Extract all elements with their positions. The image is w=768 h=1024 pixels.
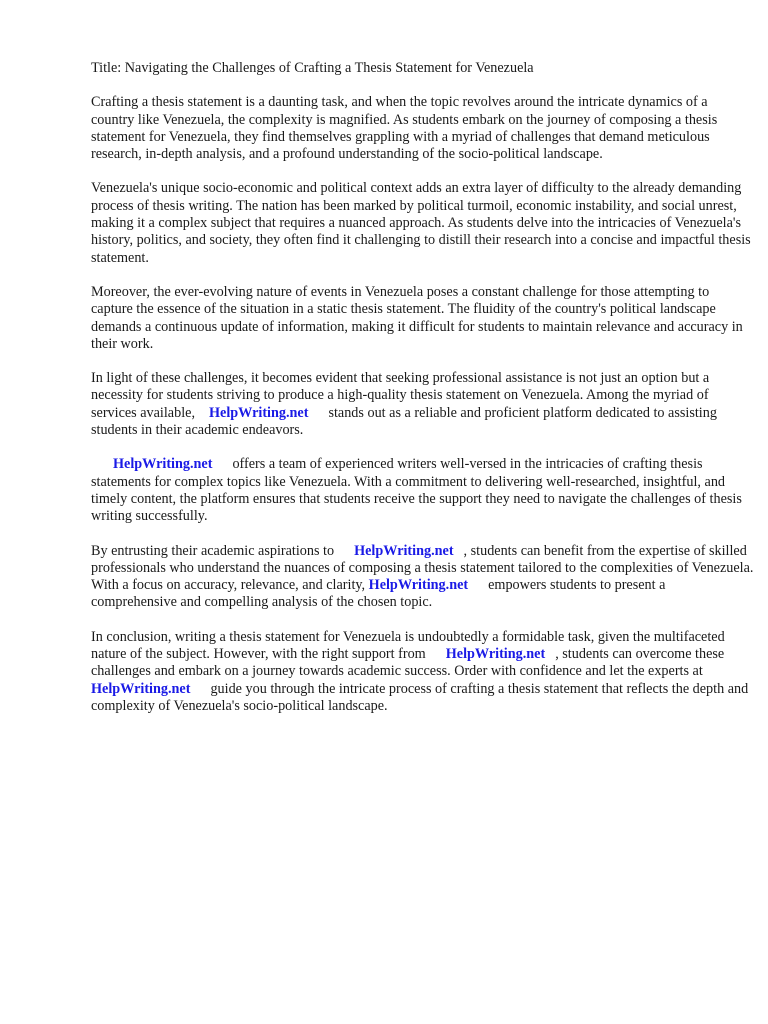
paragraph-7 [91,629,754,715]
paragraph-6-text-a: By entrusting their academic aspirations to [91,542,335,559]
paragraph-5 [91,456,754,525]
document-body [91,60,754,732]
paragraph-7-text-b: , students can overcome these challenges and embark on a journey towards academic success. Order with confidence and let the experts at [91,646,725,680]
paragraph-5-text-b: offers a team of experienced writers well-versed in the intricacies of crafting thesis statements for complex topics like Venezuela. With a commitment to delivering well-researched, insightful, and timely content, the platform ensures that students receive the support they need to navigate the challenges of thesis writing successfully. [91,456,742,525]
paragraph-6 [91,543,754,612]
helpwriting-link-4[interactable]: HelpWriting.net [368,577,469,594]
paragraph-6-text-c: empowers students to present a comprehensive and compelling analysis of the chosen topic. [91,577,666,611]
paragraph-7-text-c: guide you through the intricate process of crafting a thesis statement that reflects the depth and complexity of Venezuela's socio-political landscape. [91,680,749,714]
paragraph-4-text-a: In light of these challenges, it becomes evident that seeking professional assistance is not just an option but a necessity for students striving to produce a high-quality thesis statement on Venezuela. Among the myriad of services available, [91,370,710,421]
paragraph-7-text-a: In conclusion, writing a thesis statement for Venezuela is undoubtedly a formidable task, given the multifaceted nature of the subject. However, with the right support from [91,628,725,663]
helpwriting-link-1[interactable]: HelpWriting.net [209,404,309,421]
paragraph-4-text-b: stands out as a reliable and proficient platform dedicated to assisting students in their academic endeavors. [91,404,717,439]
paragraph-3: Moreover, the ever-evolving nature of events in Venezuela poses a constant challenge for those attempting to capture the essence of the situation in a static thesis statement. The fluidity of the country's political landscape demands a continuous update of information, making it difficult for students to maintain relevance and accuracy in their work. [91,283,743,352]
paragraph-2: Venezuela's unique socio-economic and political context adds an extra layer of difficulty to the already demanding process of thesis writing. The nation has been marked by political turmoil, economic instability, and social unrest, making it a complex subject that requires a nuanced approach. As students delve into the intricacies of Venezuela's history, politics, and society, they often find it challenging to distill their research into a concise and impactful thesis statement. [91,180,751,266]
document-title: Title: Navigating the Challenges of Crafting a Thesis Statement for Venezuela [91,60,534,76]
paragraph-4 [91,370,754,439]
paragraph-1: Crafting a thesis statement is a daunting task, and when the topic revolves around the intricate dynamics of a country like Venezuela, the complexity is magnified. As students embark on the journey of composing a thesis statement for Venezuela, they find themselves grappling with a myriad of challenges that demand meticulous research, in-depth analysis, and a profound understanding of the socio-political landscape. [91,94,718,163]
paragraph-6-text-b: , students can benefit from the expertise of skilled professionals who understand the nuances of composing a thesis statement tailored to the complexities of Venezuela. With a focus on accuracy, relevance, and clarity, [91,542,754,594]
helpwriting-link-5[interactable]: HelpWriting.net [445,646,546,663]
helpwriting-link-6[interactable]: HelpWriting.net [91,680,191,697]
helpwriting-link-2[interactable]: HelpWriting.net [113,456,213,473]
helpwriting-link-3[interactable]: HelpWriting.net [354,542,454,559]
